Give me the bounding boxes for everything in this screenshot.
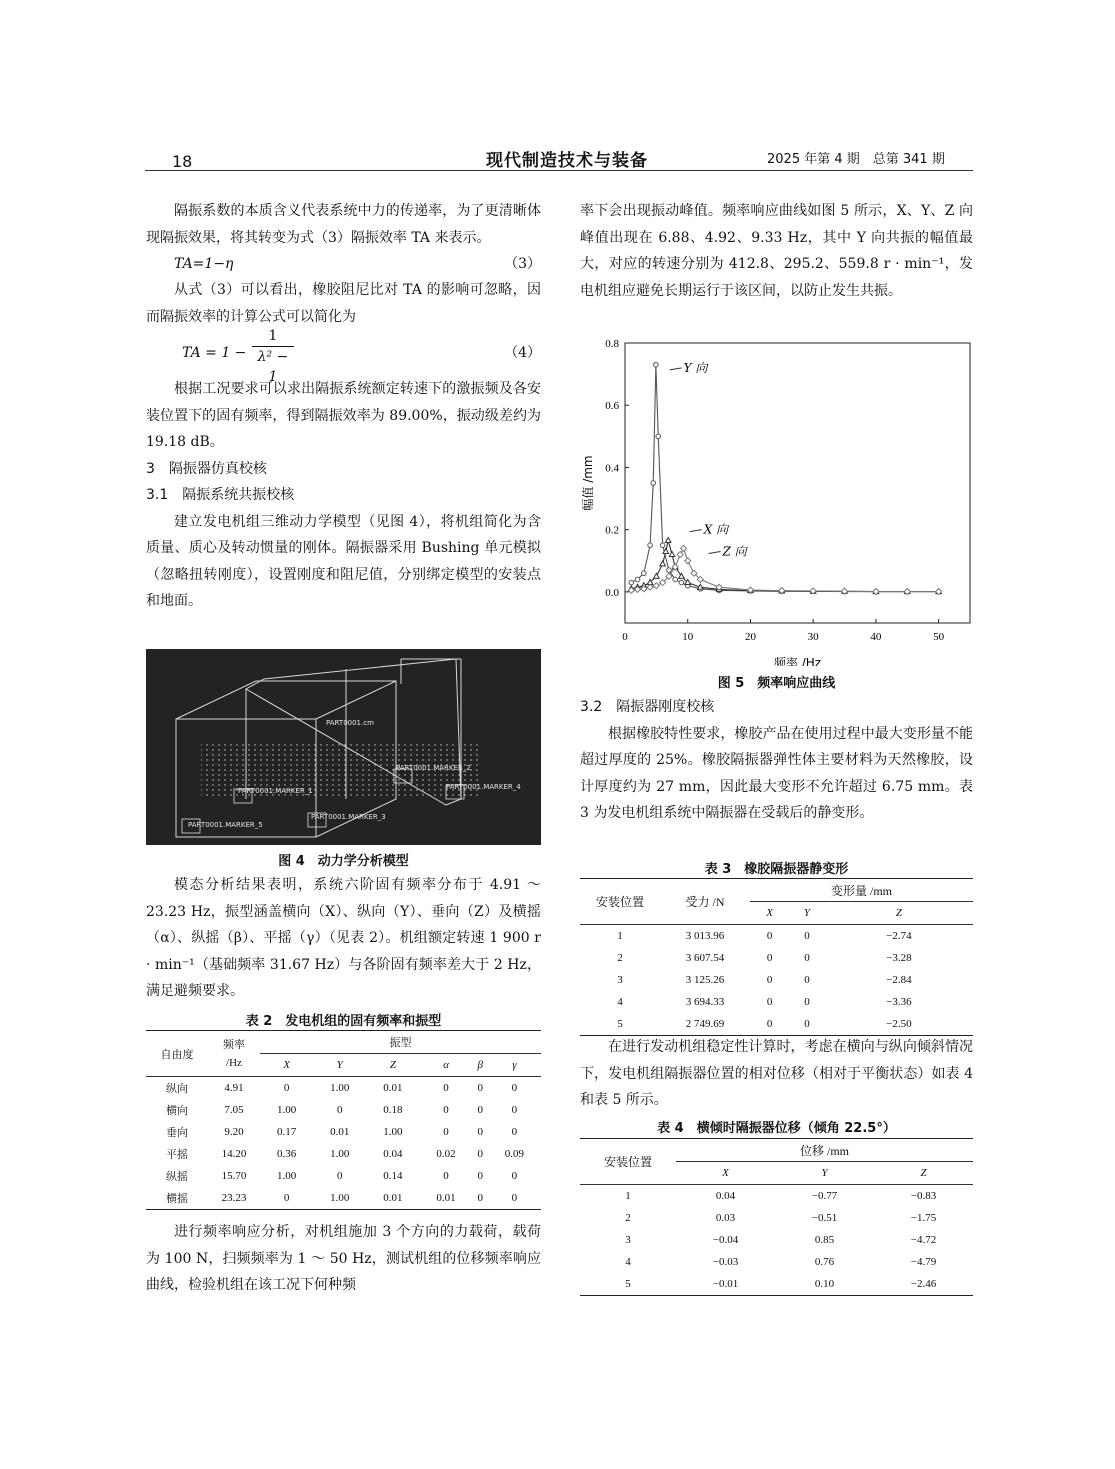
data-point [660,561,666,566]
table-cell: −2.46 [874,1273,973,1296]
table-header: 受力 /N [660,879,750,925]
table-cell: 0.14 [383,1170,403,1182]
x-axis-label: 频率 /Hz [773,656,822,666]
table-cell: 0 [443,1082,449,1094]
data-point [665,538,671,543]
table-row [580,1251,973,1273]
table-4-caption: 表 4 横倾时隔振器位移（倾角 22.5°） [657,1121,896,1136]
table-cell: 0 [804,930,810,942]
table-cell: 0 [260,1187,313,1210]
table-cell: 4.91 [224,1082,244,1094]
model-label: PART0001.MARKER_1 [238,787,313,795]
table-cell: −2.84 [886,974,912,986]
table-cell: 0 [283,1082,290,1094]
table-cell: 0 [511,1126,518,1138]
table-cell: 0 [766,974,773,986]
table-header: 安装位置 [580,1139,676,1185]
table-cell: 0 [804,974,810,986]
table-cell: 1.00 [330,1082,350,1094]
table-subheader: γ [488,1054,541,1077]
table-subheader: X [676,1162,775,1185]
table-subheader: Z [874,1162,973,1185]
x-tick-label: 50 [933,631,945,643]
section-heading: 3 隔振器仿真校核 [146,460,267,477]
right-column-mid [580,694,973,827]
data-point [629,580,634,585]
wireframe-model [146,649,541,845]
paragraph: 根据橡胶特性要求，橡胶产品在使用过程中最大变形量不能超过厚度的 25%。橡胶隔振器弹性体主要材料为天然橡胶，设计厚度约为 27 mm，因此最大变形不允许超过 6.75 mm。表 3 为发电机组系统中隔振器在受载后的静变形。 [580,725,973,821]
table-row [580,947,973,969]
paragraph: 模态分析结果表明，系统六阶固有频率分布于 4.91 ～ 23.23 Hz，振型涵盖横向（X）、纵向（Y）、垂向（Z）及横摇（α）、纵摇（β）、平摇（γ）（见表 2）。机组额定转速 1 900 r · min⁻¹（基础频率 31.67 Hz）与各阶固有频率差大于 2 Hz，满足避频要求。 [146,877,541,999]
table-subheader: β [473,1054,488,1077]
table-2-caption: 表 2 发电机组的固有频率和振型 [245,1014,442,1029]
table-cell: 0 [443,1104,449,1116]
table-row [146,1143,541,1165]
table-cell: 0 [750,1013,789,1036]
table-cell: 0 [804,952,810,964]
data-point [669,552,675,557]
data-point [673,577,678,582]
series-label-leader [690,530,702,532]
fraction-numerator: 1 [252,326,294,347]
table-cell: −4.79 [910,1256,937,1268]
table-cell: −4.72 [910,1234,937,1246]
header-rule [145,170,973,171]
data-point [660,543,665,548]
table-cell: 0.17 [276,1126,297,1138]
table-cell: 0.01 [383,1082,403,1094]
table-cell: 3 694.33 [685,996,725,1008]
table-row [146,1187,541,1210]
table-cell: 0.18 [383,1104,403,1116]
y-tick-label: 0.8 [605,338,619,350]
table-subheader: Y [775,1162,874,1185]
subsection-heading: 3.2 隔振器刚度校核 [580,699,715,715]
table-cell: 1 [617,930,623,942]
table-cell: −2.50 [825,1013,973,1036]
table-cell: 3 013.96 [685,930,725,942]
table-cell: 9.20 [224,1126,244,1138]
table-cell: 0 [477,1082,483,1094]
issue-info: 2025 年第 4 期 总第 341 期 [767,152,945,167]
table-cell: 1 [625,1190,631,1202]
table-cell: 平摇 [166,1149,188,1161]
table-cell: 纵向 [166,1083,188,1095]
table-cell: 0 [766,952,773,964]
table-cell: 0 [336,1104,343,1116]
table-cell: 0.76 [814,1256,835,1268]
table-cell: 23.23 [208,1187,260,1210]
table-cell: 2 [617,952,623,964]
table-cell: 0 [443,1126,449,1138]
table-cell: 1.00 [313,1187,366,1210]
table-subheader: Y [313,1054,366,1077]
table-cell: 4 [625,1256,631,1268]
series-line [631,365,938,592]
equation-4 [146,328,541,385]
x-tick-label: 0 [622,631,628,643]
series-label-leader [709,551,721,553]
y-tick-label: 0.6 [605,400,619,413]
page-number: 18 [172,152,193,171]
table-body [580,1185,973,1296]
table-cell: −0.04 [712,1234,739,1246]
table-row [146,1077,541,1100]
y-tick-label: 0.0 [605,586,619,599]
fraction-denominator: λ² − 1 [257,349,289,385]
table-cell: 0 [511,1082,518,1094]
table-cell: −0.77 [811,1190,838,1202]
paragraph: 率下会出现振动峰值。频率响应曲线如图 5 所示，X、Y、Z 向峰值出现在 6.88、4.92、9.33 Hz，其中 Y 向共振的幅值最大，对应的转速分别为 412.8、295.2、559.8 r · min⁻¹，发电机组应避免长期运行于该区间，以防止发生共振。 [580,203,973,299]
paragraph: 进行频率响应分析，对机组施加 3 个方向的力载荷，载荷为 100 N，扫频频率为 1 ～ 50 Hz，测试机组的位移频率响应曲线，检验机组在该工况下何种频 [146,1224,541,1293]
data-point [635,577,640,582]
data-point [642,571,647,576]
table-cell: −3.28 [886,952,912,964]
table-row [146,1099,541,1121]
table-header: 振型 [260,1031,541,1054]
table-cell: 7.05 [224,1104,244,1116]
data-point [647,584,653,590]
table-cell: 0 [804,996,810,1008]
table-row [580,1229,973,1251]
table-subheader: α [419,1054,472,1077]
table-cell: 0 [477,1104,483,1116]
model-label: PART0001.MARKER_5 [188,821,263,829]
table-cell: 0.01 [366,1187,419,1210]
series-label: Y 向 [683,360,708,375]
figure-4-model [146,649,541,845]
right-column [580,198,973,304]
table-cell: 0.09 [504,1148,525,1160]
table-row [580,991,973,1013]
table-cell: −1.75 [910,1212,937,1224]
table-header: 安装位置 [580,879,660,925]
table-cell: 0.02 [436,1148,456,1160]
y-tick-label: 0.2 [605,524,619,537]
paragraph: 从式（3）可以看出，橡胶阻尼比对 TA 的影响可忽略，因而隔振效率的计算公式可以简化为 [146,282,541,325]
table-2 [146,1030,541,1210]
table-cell: 0 [477,1170,483,1182]
table-header: 频率 /Hz [208,1031,260,1077]
figure-5-chart [578,336,978,666]
table-cell: 3 [617,974,623,986]
table-cell: 0 [477,1148,483,1160]
table-cell: 0 [488,1187,541,1210]
subsection-heading: 3.1 隔振系统共振校核 [146,487,295,503]
table-body [580,925,973,1036]
data-point [677,552,683,558]
table-subheader: X [260,1054,313,1077]
data-point [656,434,661,439]
table-cell: 0.01 [330,1126,350,1138]
model-label: PART0001.cm [326,719,374,727]
table-cell: 0.36 [276,1148,297,1160]
equation-body: TA=1−η [174,256,234,272]
left-column-lower [146,872,541,1005]
y-tick-label: 0.4 [605,462,619,475]
table-4 [580,1138,973,1296]
model-label: PART0001.MARKER_4 [446,783,521,791]
right-column-lower [580,1034,973,1114]
paragraph: 隔振系数的本质含义代表系统中力的传递率，为了更清晰体现隔振效果，将其转变为式（3）隔振效率 TA 来表示。 [146,203,541,246]
x-tick-label: 20 [744,631,756,643]
data-point [654,362,659,367]
table-cell: 3 607.54 [685,952,725,964]
data-point [685,558,691,564]
table-subheader: Z [366,1054,419,1077]
table-cell: −3.36 [886,996,912,1008]
table-cell: 0.85 [814,1234,835,1246]
left-column [146,198,541,615]
table-row [580,1013,973,1036]
table-cell: 横向 [166,1105,188,1117]
table-row [580,1273,973,1296]
table-subheader: Z [825,902,973,925]
data-point [681,545,687,551]
table-subheader: X [750,902,789,925]
table-header: 变形量 /mm [750,879,973,902]
table-cell: 1.00 [276,1104,297,1116]
table-cell: 横摇 [146,1187,208,1210]
table-cell: 0 [766,930,773,942]
table-row [146,1165,541,1187]
figure-5-caption: 图 5 频率响应曲线 [717,676,836,691]
table-cell: 0 [443,1170,449,1182]
table-cell: 0.04 [383,1148,403,1160]
table-cell: 垂向 [166,1127,188,1139]
table-cell: 0 [336,1170,343,1182]
y-axis-label: 幅值 /mm [581,455,595,511]
table-row [580,925,973,948]
data-point [648,543,653,548]
table-cell: 1.00 [383,1126,403,1138]
data-point [667,568,672,573]
table-cell: 15.70 [221,1170,247,1182]
table-cell: 纵摇 [166,1171,188,1183]
equation-number: （4） [504,345,541,361]
table-header: 自由度 [146,1031,208,1077]
series-label: Z 向 [722,544,747,559]
series-label: X 向 [703,522,729,537]
table-row [146,1121,541,1143]
equation-3 [146,251,541,277]
data-point [653,583,659,589]
table-cell: 0 [473,1187,488,1210]
table-3-caption: 表 3 橡胶隔振器静变形 [704,862,849,877]
table-cell: 4 [617,996,623,1008]
data-point [651,481,656,486]
table-cell: 0.01 [419,1187,472,1210]
table-cell: −0.01 [676,1273,775,1296]
table-subheader: Y [789,902,825,925]
journal-title: 现代制造技术与装备 [486,151,648,171]
left-column-end [146,1219,541,1299]
table-cell: −0.03 [712,1256,739,1268]
table-cell: −0.83 [910,1190,937,1202]
table-header: 位移 /mm [676,1139,973,1162]
data-point [697,584,703,589]
table-cell: 1.00 [276,1170,297,1182]
table-cell: 0 [511,1104,518,1116]
table-cell: 0.03 [715,1212,736,1224]
x-tick-label: 30 [807,631,819,643]
table-cell: 0.10 [775,1273,874,1296]
table-row [580,1185,973,1208]
table-cell: 2 749.69 [660,1013,750,1036]
table-cell: 0 [789,1013,825,1036]
table-row [580,969,973,991]
table-body [146,1077,541,1210]
table-cell: −0.51 [811,1212,838,1224]
table-cell: 3 [625,1234,631,1246]
table-cell: 0.04 [715,1190,736,1202]
paragraph: 在进行发动机组稳定性计算时，考虑在横向与纵向倾斜情况下，发电机组隔振器位置的相对位移（相对于平衡状态）如表 4 和表 5 所示。 [580,1039,973,1108]
table-cell: 3 125.26 [685,974,725,986]
paragraph: 建立发电机组三维动力学模型（见图 4），将机组简化为含质量、质心及转动惯量的刚体。隔振器采用 Bushing 单元模拟（忽略扭转刚度），设置刚度和阻尼值，分别绑定模型的安装点和地面。 [146,513,541,609]
model-label: PART0001.MARKER_3 [311,813,386,821]
table-cell: 5 [580,1013,660,1036]
table-cell: 5 [580,1273,676,1296]
table-cell: 2 [625,1212,631,1224]
table-cell: 0 [766,996,773,1008]
table-cell: 0 [477,1126,483,1138]
figure-4-caption: 图 4 动力学分析模型 [278,854,409,869]
table-cell: 1.00 [330,1148,350,1160]
table-cell: 0 [511,1170,518,1182]
table-cell: 14.20 [221,1148,247,1160]
data-point [679,580,684,585]
equation-number: （3） [504,256,541,272]
x-tick-label: 10 [682,631,694,643]
table-3 [580,878,973,1036]
frequency-response-chart [578,336,978,666]
equation-lhs: TA = 1 − [182,345,247,361]
table-cell: −2.74 [886,930,912,942]
equation-fraction [252,326,294,387]
series-label-leader [670,368,682,370]
model-label: PART0001.MARKER_2 [396,764,471,772]
x-tick-label: 40 [870,631,882,643]
paragraph: 根据工况要求可以求出隔振系统额定转速下的激振频及各安装位置下的固有频率，得到隔振效率为 89.00%，振动级差约为 19.18 dB。 [146,381,541,450]
data-point [654,573,660,578]
table-row [580,1207,973,1229]
